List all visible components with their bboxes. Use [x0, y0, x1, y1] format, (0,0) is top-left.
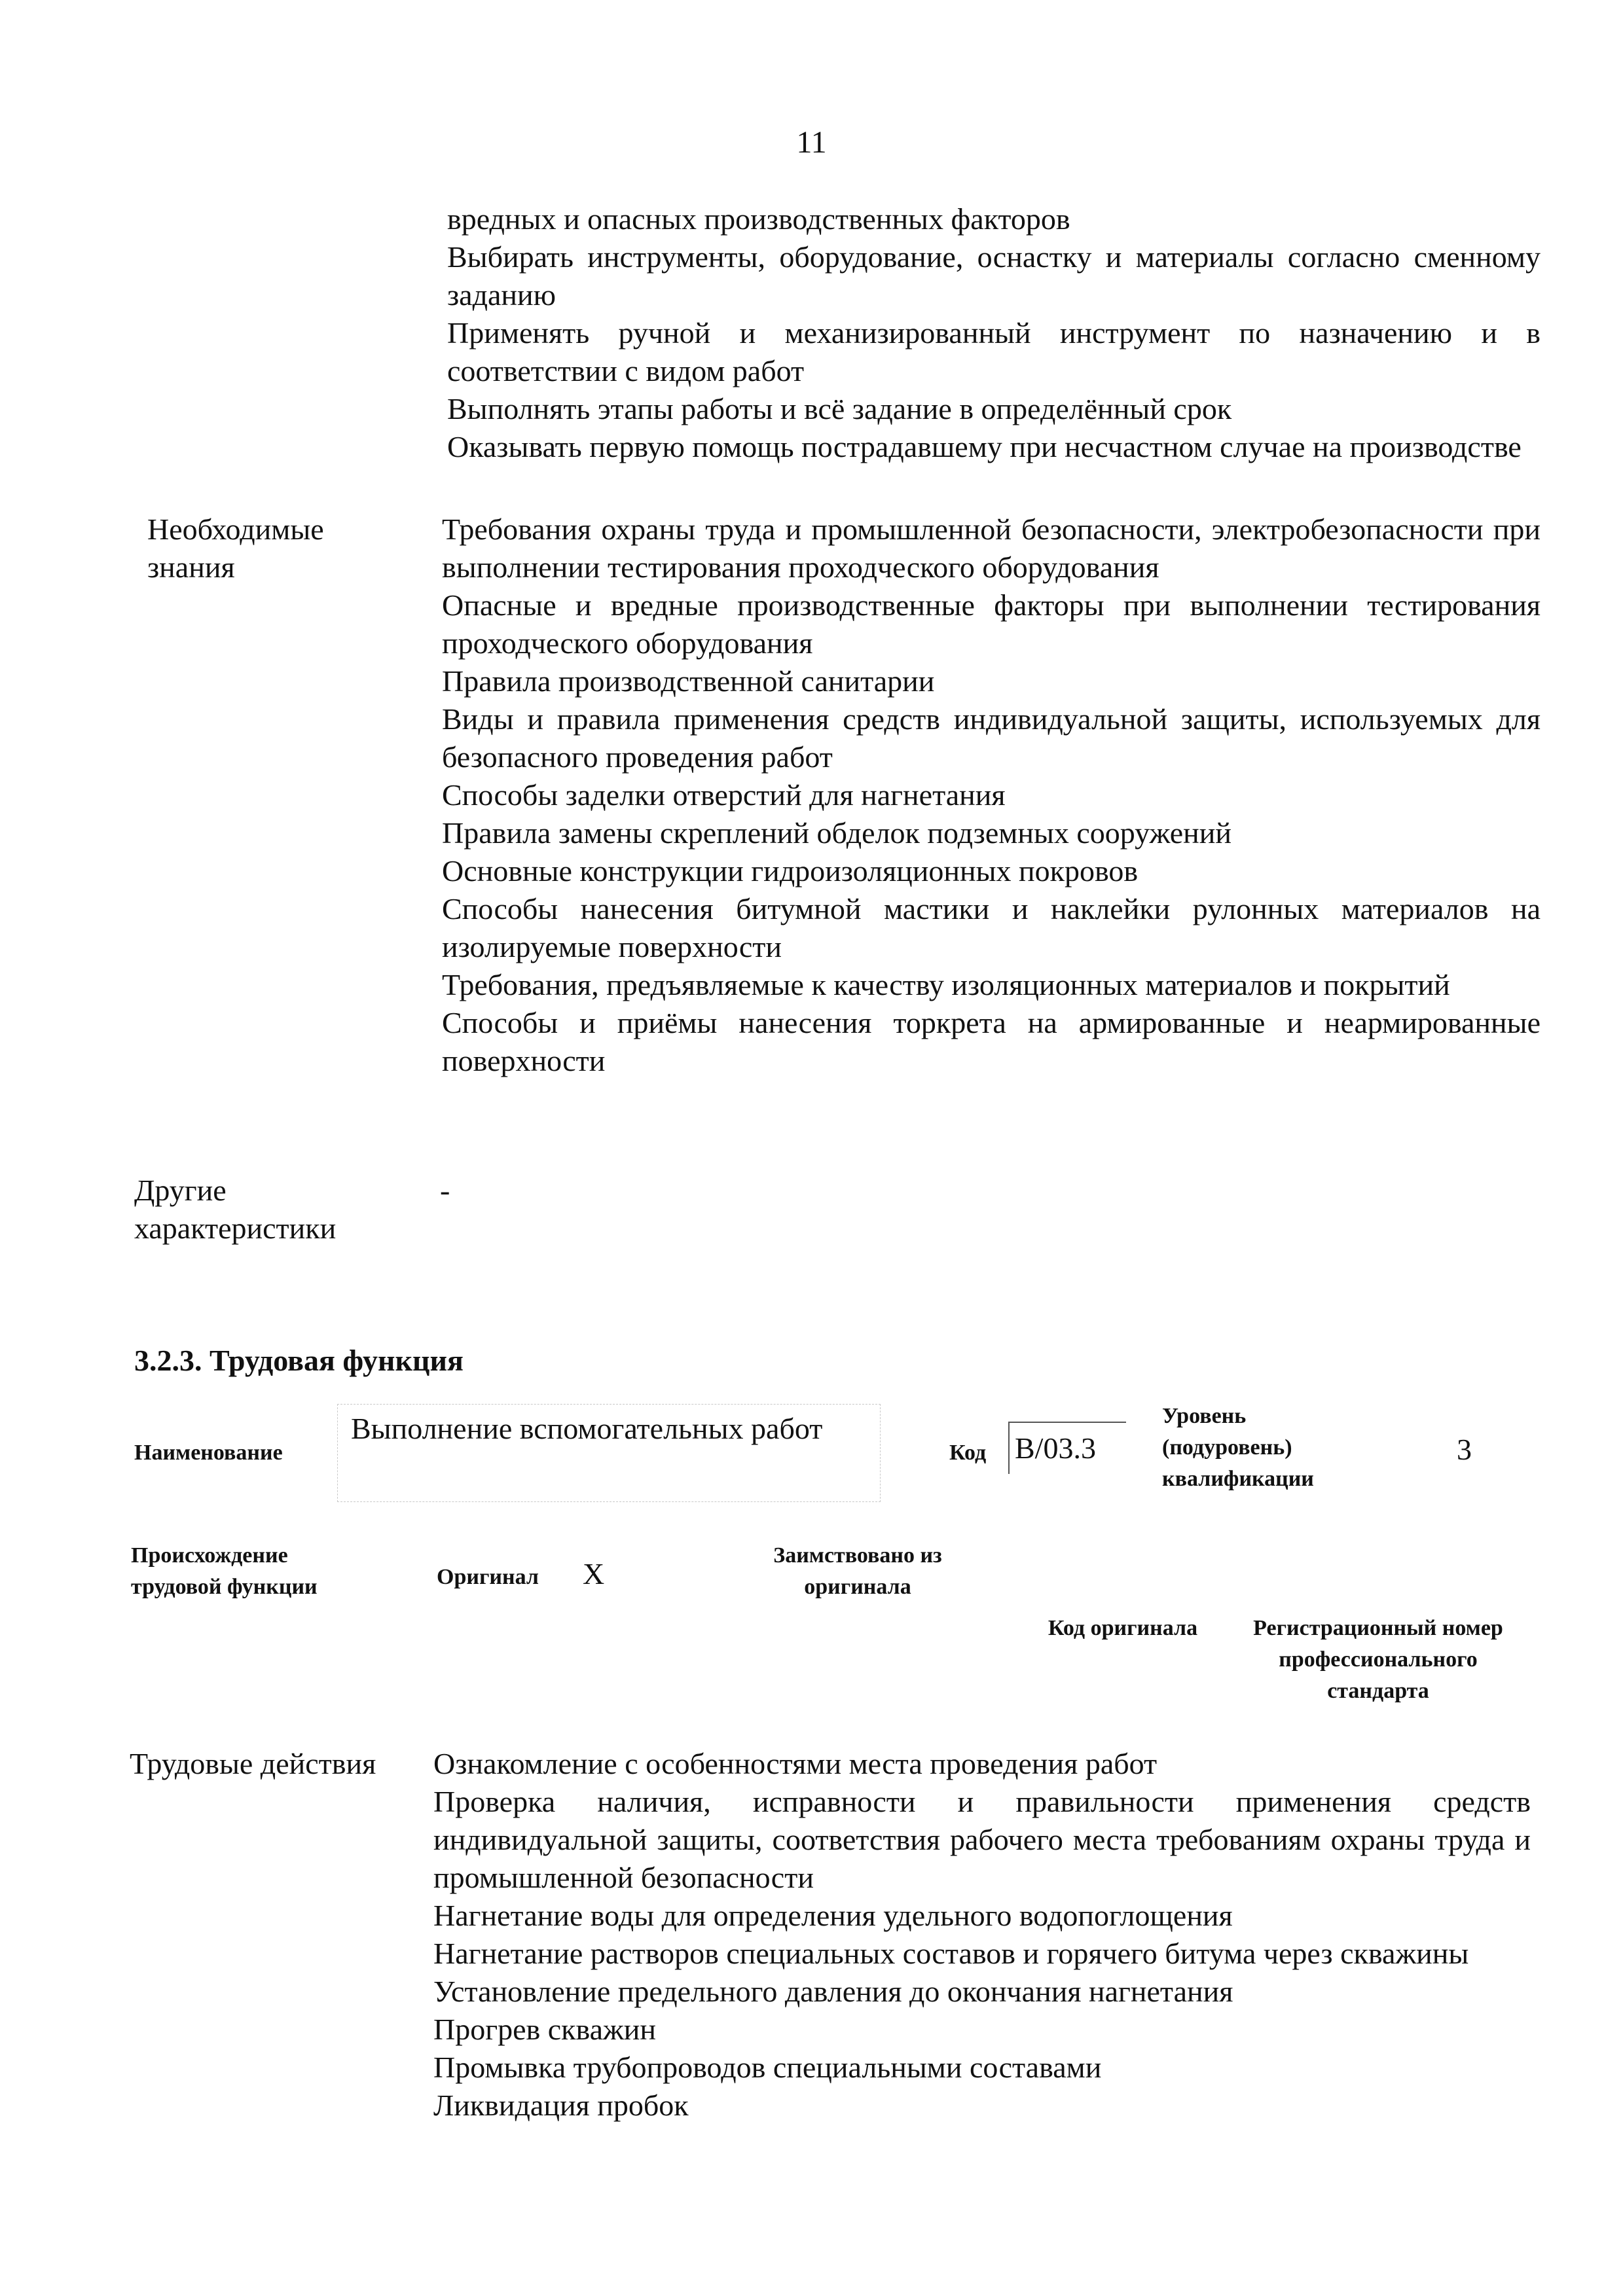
- reg-number-label: Регистрационный номер профессионального стандарта: [1253, 1616, 1503, 1703]
- list-item: Ознакомление с особенностями места проведения работ: [433, 1747, 1158, 1780]
- original-label: Оригинал: [437, 1565, 539, 1589]
- borrowed-label: Заимствовано из оригинала: [773, 1543, 942, 1599]
- name-label: Наименование: [134, 1441, 283, 1465]
- list-item: Правила замены скреплений обделок подземных сооружений: [442, 816, 1232, 850]
- code-original-label: Код оригинала: [1048, 1616, 1198, 1640]
- list-item: Способы и приёмы нанесения торкрета на армированные и неармированные поверхности: [442, 1006, 1541, 1077]
- knowledge-label: Необходимые знания: [147, 512, 324, 584]
- list-item: Правила производственной санитарии: [442, 664, 935, 698]
- function-name-value: Выполнение вспомогательных работ: [351, 1412, 823, 1445]
- other-characteristics-value: -: [440, 1174, 450, 1207]
- list-item: Проверка наличия, исправности и правильности применения средств индивидуальной защиты, соответствия рабочего места требованиям охраны труда и промышленной безопасности: [433, 1785, 1531, 1894]
- list-item: Выбирать инструменты, оборудование, оснастку и материалы согласно сменному заданию: [447, 240, 1541, 312]
- actions-label: Трудовые действия: [130, 1747, 376, 1780]
- code-box: [1008, 1422, 1126, 1474]
- list-item: Прогрев скважин: [433, 2013, 657, 2046]
- list-item: Применять ручной и механизированный инструмент по назначению и в соответствии с видом работ: [447, 316, 1541, 387]
- other-characteristics-label: Другие характеристики: [134, 1174, 337, 1245]
- list-item: Нагнетание воды для определения удельного водопоглощения: [433, 1899, 1233, 1932]
- list-item: Способы нанесения битумной мастики и наклейки рулонных материалов на изолируемые поверхности: [442, 892, 1541, 963]
- function-name-box: [337, 1404, 881, 1502]
- list-item: Ликвидация пробок: [433, 2089, 689, 2122]
- list-item: Установление предельного давления до окончания нагнетания: [433, 1975, 1233, 2008]
- list-item: Виды и правила применения средств индивидуальной защиты, используемых для безопасного проведения работ: [442, 702, 1541, 774]
- skills-continued-list: [447, 200, 1541, 466]
- code-label: Код: [949, 1441, 987, 1465]
- original-mark: X: [583, 1557, 605, 1590]
- level-value: 3: [1457, 1433, 1472, 1466]
- code-value: B/03.3: [1015, 1431, 1096, 1465]
- list-item: Выполнять этапы работы и всё задание в определённый срок: [447, 392, 1232, 425]
- list-item: Основные конструкции гидроизоляционных покровов: [442, 854, 1139, 888]
- level-label: Уровень (подуровень) квалификации: [1162, 1404, 1314, 1491]
- list-item: Требования охраны труда и промышленной безопасности, электробезопасности при выполнении тестирования проходческого оборудования: [442, 512, 1541, 584]
- list-item: Промывка трубопроводов специальными составами: [433, 2051, 1102, 2084]
- list-item: вредных и опасных производственных факторов: [447, 202, 1070, 236]
- list-item: Способы заделки отверстий для нагнетания: [442, 778, 1006, 812]
- section-title: 3.2.3. Трудовая функция: [134, 1344, 464, 1377]
- knowledge-list: [442, 511, 1541, 1080]
- list-item: Требования, предъявляемые к качеству изоляционных материалов и покрытий: [442, 968, 1450, 1001]
- page-number: 11: [796, 125, 827, 160]
- list-item: Нагнетание растворов специальных составов и горячего битума через скважины: [433, 1937, 1469, 1970]
- origin-label: Происхождение трудовой функции: [131, 1543, 318, 1599]
- list-item: Опасные и вредные производственные факторы при выполнении тестирования проходческого оборудования: [442, 588, 1541, 660]
- list-item: Оказывать первую помощь пострадавшему при несчастном случае на производстве: [447, 430, 1522, 463]
- actions-list: [433, 1745, 1531, 2125]
